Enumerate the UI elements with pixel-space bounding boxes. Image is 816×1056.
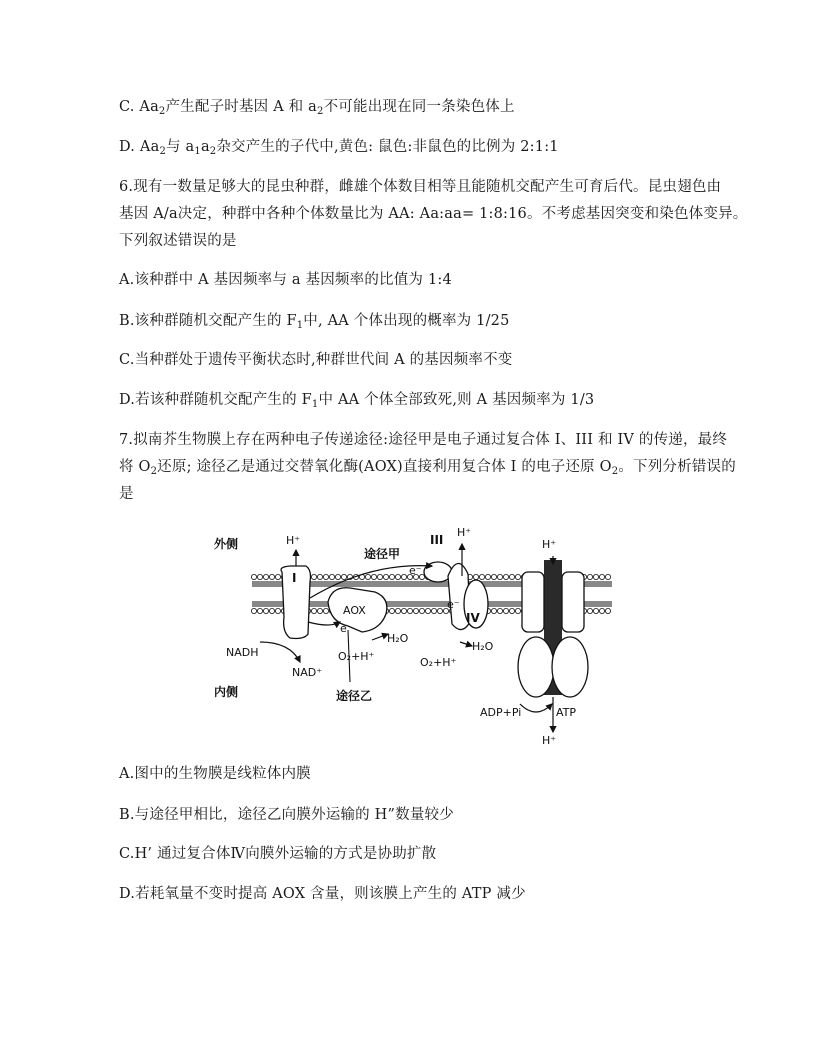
lipid-head	[317, 608, 322, 613]
lipid-head	[311, 574, 316, 579]
lipid-head	[323, 574, 328, 579]
lipid-head	[395, 608, 400, 613]
lipid-head	[503, 574, 508, 579]
lipid-head	[365, 574, 370, 579]
lipid-head	[257, 608, 262, 613]
lipid-head	[479, 574, 484, 579]
arrow-nadh	[260, 642, 300, 662]
lipid-head	[509, 574, 514, 579]
lipid-head	[323, 608, 328, 613]
lipid-head	[371, 574, 376, 579]
nadh-label: NADH	[226, 646, 259, 659]
aox-label: AOX	[343, 604, 366, 617]
lipid-head	[269, 608, 274, 613]
q7-option-a: A.图中的生物膜是线粒体内膜	[119, 766, 311, 782]
lipid-head	[317, 574, 322, 579]
lipid-head	[509, 608, 514, 613]
q7-option-d: D.若耗氧量不变时提高 AOX 含量，则该膜上产生的 ATP 减少	[119, 886, 526, 902]
lipid-head	[503, 608, 508, 613]
q6-option-d: D.若该种群随机交配产生的 $F_1$中 AA 个体全部致死,则 A 基因频率为 1/3	[119, 392, 595, 410]
option-d-prev: D. $Aa_2$与 $a_1a_2$杂交产生的子代中,黄色: 鼠色:非鼠色的比例为 2:1:1	[119, 139, 559, 157]
lipid-head	[401, 608, 406, 613]
lipid-head	[491, 574, 496, 579]
lipid-head	[473, 574, 478, 579]
lipid-head	[377, 574, 382, 579]
lipid-head	[257, 574, 262, 579]
lipid-head	[497, 608, 502, 613]
e-minus-label-1: e⁻	[409, 564, 422, 577]
q6-stem-line3: 下列叙述错误的是	[119, 233, 237, 249]
lipid-head	[389, 574, 394, 579]
lipid-head	[437, 608, 442, 613]
lipid-head	[263, 608, 268, 613]
lipid-head	[311, 608, 316, 613]
arrow-complex4-h2o	[460, 642, 472, 646]
o2-h-label-2: O₂+H⁺	[420, 656, 457, 669]
lipid-head	[275, 574, 280, 579]
adp-pi-label: ADP+Pi	[480, 706, 522, 719]
lipid-head	[383, 574, 388, 579]
lipid-head	[275, 608, 280, 613]
lipid-head	[269, 574, 274, 579]
lipid-head	[605, 574, 610, 579]
inner-side-label: 内侧	[214, 685, 239, 699]
lipid-head	[515, 574, 520, 579]
lipid-head	[335, 574, 340, 579]
atp-synthase-head-left	[518, 637, 554, 697]
pathway-a-label: 途径甲	[364, 547, 401, 561]
h2o-label-1: H₂O	[387, 632, 409, 645]
lipid-head	[413, 608, 418, 613]
q7-stem-line3: 是	[119, 486, 134, 502]
lipid-head	[587, 608, 592, 613]
lipid-head	[395, 574, 400, 579]
h-plus-label-3: H⁺	[542, 538, 557, 551]
arrow-pathway-b	[308, 622, 340, 625]
q6-stem-line2: 基因 A/a决定，种群中各种个体数量比为 AA: Aa:aa= 1:8:16。不考虑基因突变和染色体变异。	[119, 206, 748, 222]
lipid-head	[431, 608, 436, 613]
h2o-label-2: H₂O	[472, 640, 494, 653]
h-plus-label-1: H⁺	[286, 534, 301, 547]
lipid-head	[389, 608, 394, 613]
lipid-head	[599, 608, 604, 613]
lipid-head	[341, 574, 346, 579]
lipid-head	[419, 608, 424, 613]
lipid-head	[593, 608, 598, 613]
nad-plus-label: NAD⁺	[292, 666, 323, 679]
q7-stem-line2: 将 $O_2$还原; 途径乙是通过交替氧化酶(AOX)直接利用复合体 I 的电子还原 $O_2$。下列分析错误的	[119, 459, 736, 477]
q6-option-a: A.该种群中 A 基因频率与 a 基因频率的比值为 1:4	[119, 272, 452, 288]
lipid-head	[515, 608, 520, 613]
lipid-head	[329, 574, 334, 579]
lipid-head	[251, 574, 256, 579]
e-label: e	[340, 622, 347, 635]
mitochondrial-membrane-diagram	[200, 522, 620, 752]
lipid-head	[491, 608, 496, 613]
outer-side-label: 外侧	[214, 537, 239, 551]
atp-synthase-right	[562, 572, 584, 632]
lipid-head	[485, 574, 490, 579]
lipid-head	[425, 608, 430, 613]
lipid-head	[263, 574, 268, 579]
o2-h-label-1: O₂+H⁺	[338, 650, 375, 663]
atp-synthase-head-right	[552, 637, 588, 697]
h-plus-label-4: H⁺	[542, 734, 557, 747]
lipid-head	[251, 608, 256, 613]
lipid-head	[599, 574, 604, 579]
q6-option-c: C.当种群处于遗传平衡状态时,种群世代间 A 的基因频率不变	[119, 352, 513, 368]
complex-4-label: IV	[466, 611, 480, 625]
q7-option-b: B.与途径甲相比，途径乙向膜外运输的 H”数量较少	[119, 807, 454, 823]
pathway-b-label: 途径乙	[336, 689, 373, 703]
option-c-prev: C. $Aa_2$产生配子时基因 A 和 $a_2$不可能出现在同一条染色体上	[119, 99, 515, 117]
q6-option-b: B.该种群随机交配产生的 $F_1$中, AA 个体出现的概率为 1/25	[119, 313, 510, 331]
arrow-aox-h2o	[372, 634, 388, 640]
lipid-head	[407, 608, 412, 613]
lipid-head	[587, 574, 592, 579]
h-plus-label-2: H⁺	[457, 526, 472, 539]
lipid-head	[497, 574, 502, 579]
q7-option-c: C.H’ 通过复合体Ⅳ向膜外运输的方式是协助扩散	[119, 846, 437, 862]
q6-stem-line1: 6.现有一数量足够大的昆虫种群，雌雄个体数目相等且能随机交配产生可育后代。昆虫翅色由	[119, 179, 722, 195]
lipid-head	[593, 574, 598, 579]
e-minus-label-2: e⁻	[447, 598, 460, 611]
atp-synthase-left	[522, 572, 544, 632]
lipid-head	[401, 574, 406, 579]
atp-label: ATP	[556, 706, 577, 719]
q7-stem-line1: 7.拟南芥生物膜上存在两种电子传递途径:途径甲是电子通过复合体 I、III 和 IV 的传递，最终	[119, 432, 728, 448]
arrow-adp-atp	[520, 704, 552, 712]
complex-1-label: I	[292, 571, 297, 585]
lipid-head	[605, 608, 610, 613]
complex-3-label: III	[430, 533, 444, 547]
